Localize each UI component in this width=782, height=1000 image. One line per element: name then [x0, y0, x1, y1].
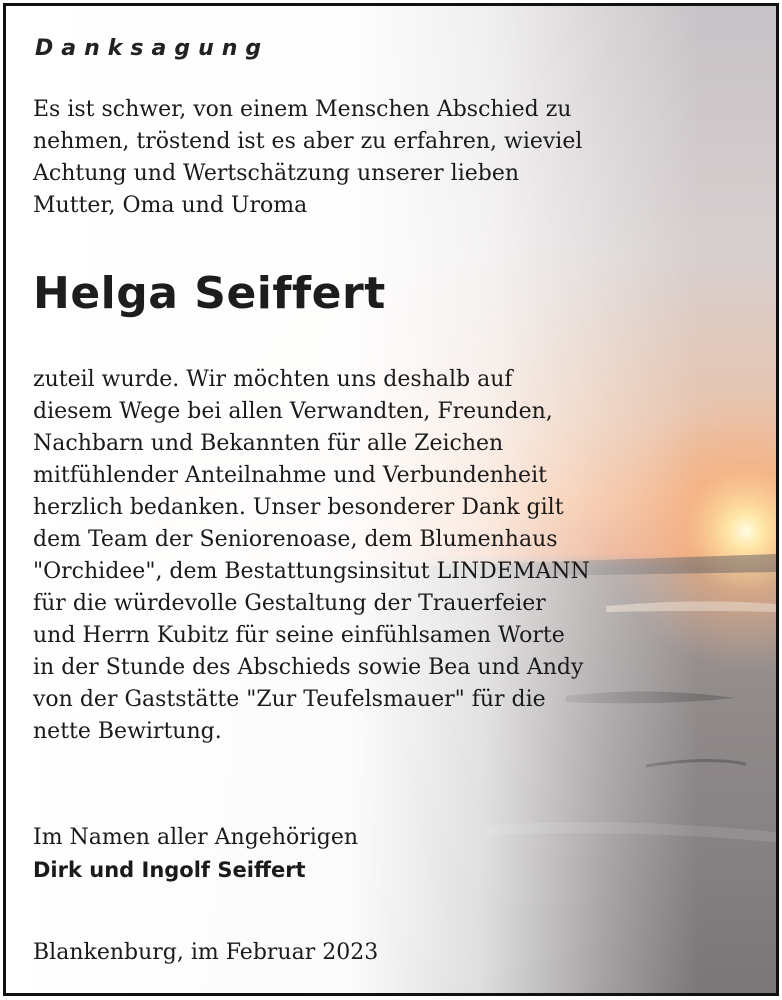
place-date: Blankenburg, im Februar 2023 [33, 940, 379, 965]
deceased-name: Helga Seiffert [33, 268, 386, 319]
notice-heading: Danksagung [35, 36, 270, 61]
obituary-card [3, 3, 779, 996]
signers: Dirk und Ingolf Seiffert [33, 858, 306, 882]
closing-line: Im Namen aller Angehörigen [33, 825, 359, 850]
thanks-paragraph: zuteil wurde. Wir möchten uns deshalb auf diesem Wege bei allen Verwandten, Freunden, Nachbarn und Bekannten für alle Zeichen mitfühlender Anteilnahme und Verbundenheit herzlich bedanken. Unser besonderer Dank gilt dem Team der Seniorenoase, dem Blumenhaus "Orchidee", dem Bestattungsinsitut LINDEMANN für die würdevolle Gestaltung der Trauerfeier und Herrn Kubitz für seine einfühlsamen Worte in der Stunde des Abschieds sowie Bea und Andy von der Gaststätte "Zur Teufelsmauer" für die nette Bewirtung. [33, 367, 590, 744]
intro-paragraph: Es ist schwer, von einem Menschen Abschied zu nehmen, tröstend ist es aber zu erfahren, wieviel Achtung und Wertschätzung unserer lieben Mutter, Oma und Uroma [33, 97, 583, 218]
